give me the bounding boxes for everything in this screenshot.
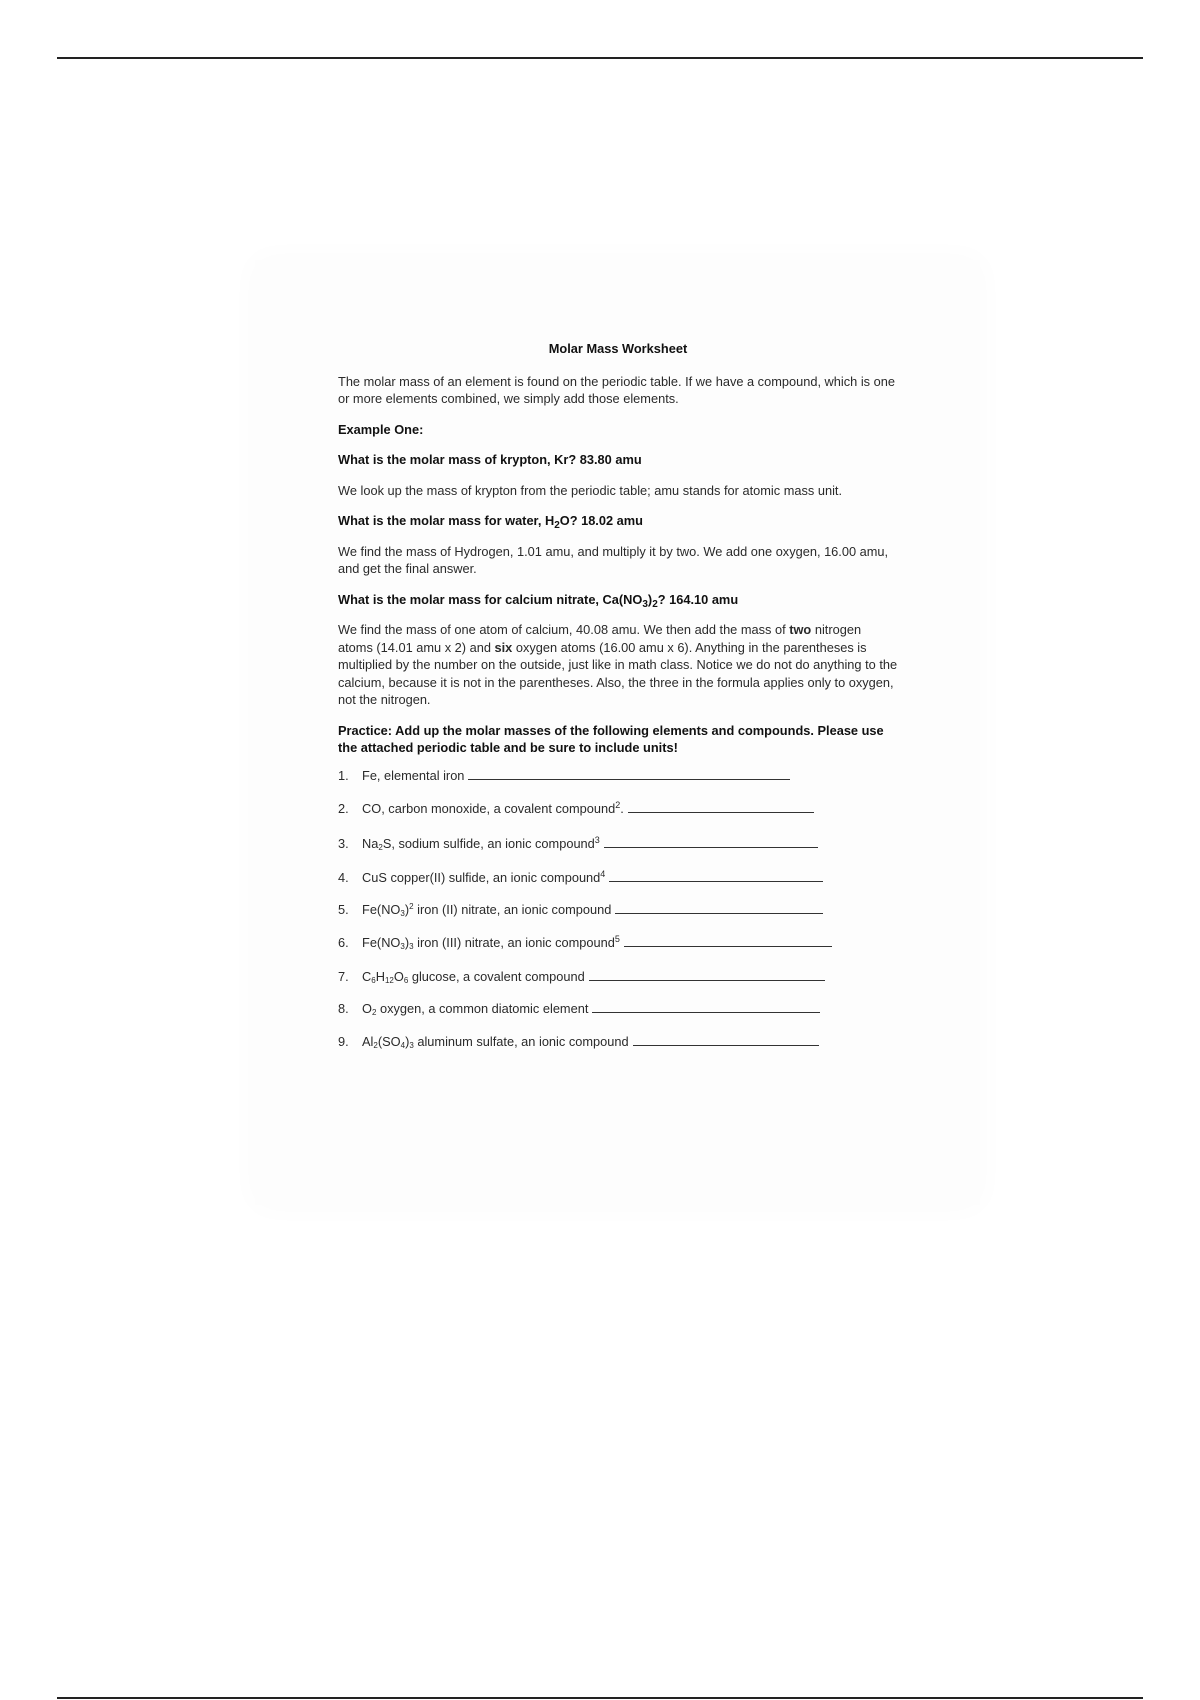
practice-item-7 bbox=[338, 968, 898, 986]
worksheet-document bbox=[338, 340, 898, 1050]
item-text: glucose, a covalent compound bbox=[408, 968, 585, 984]
practice-item-5 bbox=[338, 901, 898, 919]
item-text: S, sodium sulfide, an ionic compound bbox=[382, 835, 595, 851]
item-text: iron (III) nitrate, an ionic compound bbox=[413, 935, 615, 950]
practice-item-9 bbox=[338, 1033, 898, 1051]
answer-blank[interactable] bbox=[633, 1033, 819, 1046]
item-text: Fe(NO bbox=[362, 935, 401, 950]
item-text: Fe, elemental iron bbox=[362, 767, 465, 783]
item-text: CuS copper(II) sulfide, an ionic compound bbox=[362, 870, 601, 885]
practice-item-1 bbox=[338, 767, 898, 785]
footnote-mark: 2 bbox=[615, 800, 621, 810]
subscript: 3 bbox=[409, 942, 414, 951]
item-number: 9. bbox=[338, 1033, 349, 1049]
example-heading: Example One: bbox=[338, 421, 424, 437]
item-text: oxygen, a common diatomic element bbox=[376, 1001, 589, 1016]
item-text: Al bbox=[362, 1033, 374, 1049]
subscript: 6 bbox=[403, 975, 409, 985]
question-text: What is the molar mass for calcium nitrate, Ca(NO bbox=[338, 591, 643, 607]
subscript: 12 bbox=[384, 975, 394, 985]
item-number: 5. bbox=[338, 901, 349, 917]
subscript: 2 bbox=[652, 598, 658, 610]
answer-blank[interactable] bbox=[468, 767, 790, 780]
practice-item-8 bbox=[338, 1000, 898, 1018]
item-text: ) bbox=[404, 901, 410, 917]
item-text: C bbox=[362, 968, 372, 984]
subscript: 2 bbox=[378, 842, 383, 852]
item-text: iron (II) nitrate, an ionic compound bbox=[413, 901, 612, 917]
answer-blank[interactable] bbox=[615, 901, 823, 914]
item-text: ) bbox=[404, 935, 410, 950]
item-text: . bbox=[620, 801, 624, 816]
question-water-text: What is the molar mass for water, H bbox=[338, 513, 555, 528]
practice-item-6 bbox=[338, 934, 898, 952]
answer-blank[interactable] bbox=[604, 835, 818, 848]
bottom-rule bbox=[57, 1697, 1143, 1699]
question-krypton: What is the molar mass of krypton, Kr? 83.80 amu bbox=[338, 452, 642, 467]
intro-paragraph: The molar mass of an element is found on the periodic table. If we have a compound, which is one or more elements combined, we simply add those elements. bbox=[338, 373, 895, 406]
practice-item-2 bbox=[338, 800, 898, 818]
question-text: ) bbox=[647, 591, 653, 607]
subscript: 6 bbox=[371, 975, 376, 985]
subscript: 4 bbox=[400, 1040, 406, 1050]
question-text: ? 164.10 amu bbox=[657, 591, 739, 607]
top-rule bbox=[57, 57, 1143, 59]
item-number: 4. bbox=[338, 870, 349, 885]
subscript: 3 bbox=[642, 598, 648, 610]
practice-item-4 bbox=[338, 869, 898, 887]
practice-heading: Practice: Add up the molar masses of the following elements and compounds. Please use the attached periodic table and be sure to include units! bbox=[338, 722, 884, 755]
worksheet-title: Molar Mass Worksheet bbox=[548, 341, 688, 356]
item-text: aluminum sulfate, an ionic compound bbox=[413, 1033, 629, 1049]
answer-blank[interactable] bbox=[624, 934, 832, 947]
answer-calcium-nitrate bbox=[338, 621, 898, 709]
item-text: (SO bbox=[377, 1033, 401, 1049]
subscript: 2 bbox=[373, 1040, 378, 1050]
subscript: 3 bbox=[400, 908, 405, 918]
item-number: 6. bbox=[338, 935, 349, 950]
answer-text: We find the mass of one atom of calcium, 40.08 amu. We then add the mass of bbox=[338, 622, 790, 637]
item-number: 3. bbox=[338, 835, 349, 851]
footnote-mark: 3 bbox=[594, 834, 600, 845]
subscript: 2 bbox=[554, 520, 560, 531]
item-text: O bbox=[362, 1001, 372, 1016]
item-text: H bbox=[375, 968, 385, 984]
item-number: 2. bbox=[338, 801, 349, 816]
footnote-mark: 5 bbox=[614, 934, 620, 944]
emphasis-six: six bbox=[494, 639, 513, 655]
question-water-text: O? 18.02 amu bbox=[559, 513, 643, 528]
answer-text: oxygen atoms (16.00 amu x 6). Anything in the parentheses is multiplied by the number on the outside, just like in math class. Notice we do not do anything to the calcium, because it is not in the parentheses. Also, the three in the formula applies only to oxygen, not the nitrogen. bbox=[338, 639, 898, 707]
subscript: 3 bbox=[409, 1040, 414, 1050]
footnote-mark: 4 bbox=[600, 869, 606, 879]
practice-list bbox=[338, 767, 898, 1051]
question-water bbox=[338, 512, 898, 530]
answer-blank[interactable] bbox=[589, 968, 825, 981]
answer-krypton: We look up the mass of krypton from the periodic table; amu stands for atomic mass unit. bbox=[338, 482, 843, 498]
subscript: 2 bbox=[409, 901, 414, 911]
item-number: 8. bbox=[338, 1001, 349, 1016]
item-number: 1. bbox=[338, 767, 349, 783]
answer-blank[interactable] bbox=[609, 869, 823, 882]
item-text: O bbox=[393, 968, 404, 984]
subscript: 2 bbox=[371, 1008, 377, 1017]
subscript: 3 bbox=[400, 942, 405, 951]
answer-water: We find the mass of Hydrogen, 1.01 amu, and multiply it by two. We add one oxygen, 16.00 amu, and get the final answer. bbox=[338, 543, 889, 576]
item-text: ) bbox=[405, 1033, 410, 1049]
item-text: Fe(NO bbox=[362, 901, 401, 917]
item-text: Na bbox=[362, 835, 379, 851]
practice-item-3 bbox=[338, 835, 898, 853]
question-calcium-nitrate bbox=[338, 591, 898, 609]
emphasis-two: two bbox=[789, 622, 812, 637]
item-text: CO, carbon monoxide, a covalent compound bbox=[362, 801, 616, 816]
answer-blank[interactable] bbox=[592, 1000, 820, 1013]
item-number: 7. bbox=[338, 968, 349, 984]
answer-blank[interactable] bbox=[628, 800, 814, 813]
answer-text: nitrogen atoms (14.01 amu x 2) and bbox=[338, 622, 862, 655]
